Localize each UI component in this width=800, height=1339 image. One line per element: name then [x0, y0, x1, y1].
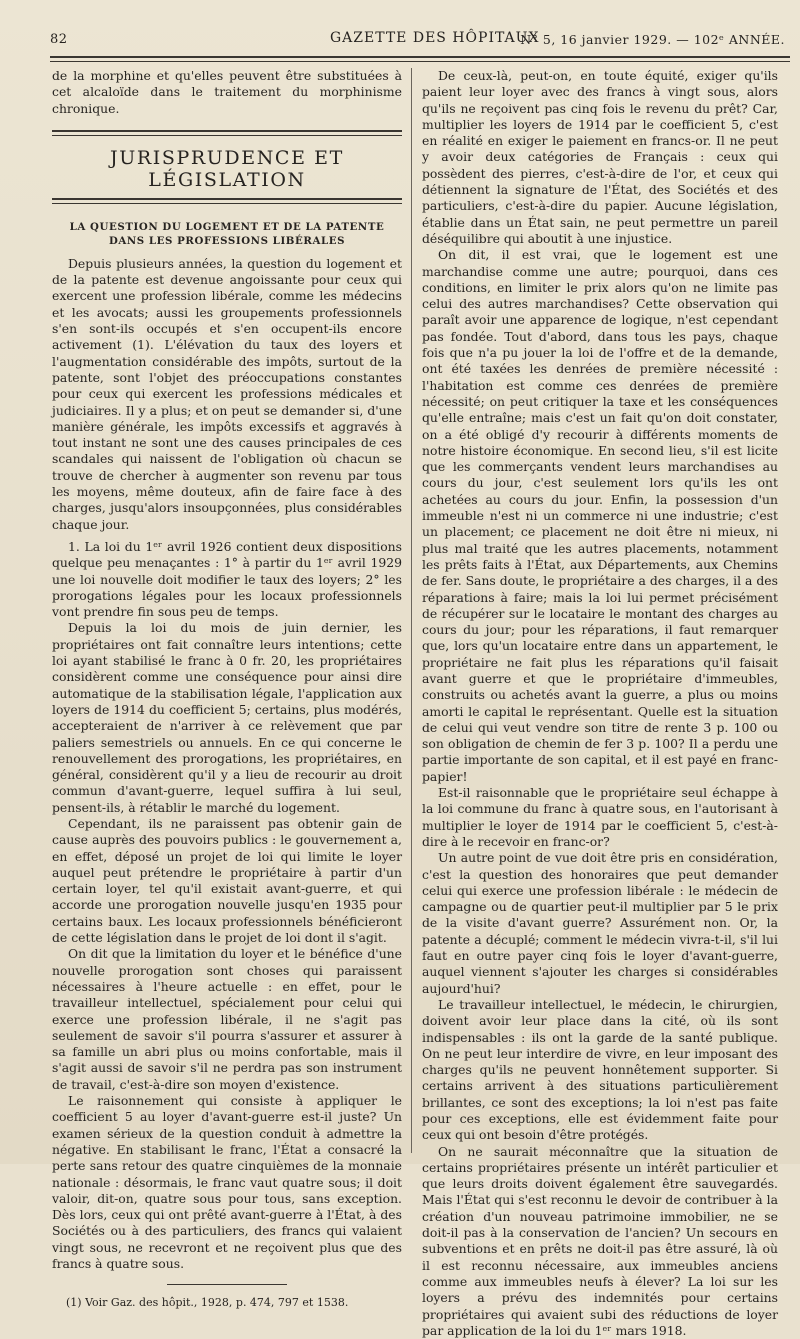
page-header — [50, 28, 785, 50]
article-subheading: LA QUESTION DU LOGEMENT ET DE LA PATENTE DANS LES PROFESSIONS LIBÉRALES — [69, 220, 385, 247]
header-rule — [50, 56, 790, 62]
left-paragraph: Depuis plusieurs années, la question du logement et de la patente est devenue angoissante pour ceux qui exercent une profession libérale, comme les médecins et les avocats; aussi les groupements professionnels s'en sont-ils occupés et s'en occupent-ils encore activement (1). L'élévation du taux des loyers et l'augmentation considérable des impôts, surtout de la patente, sont l'objet des préoccupations constantes pour ceux qui exercent les professions médicales et judiciaires. Il y a plus; et on peut se demander si, d'une manière générale, les impôts excessifs et aggravés à tout instant ne sont une des causes principales de ces scandales qui naissent de l'obligation où chacun se trouve de chercher à augmenter son revenu par tous les moyens, même douteux, afin de faire face à des charges, jusqu'alors insoupçonnées, plus considérables chaque jour. — [52, 255, 402, 532]
right-paragraph: Un autre point de vue doit être pris en considération, c'est la question des honoraires que peut demander celui qui exerce une profession libérale : le médecin de campagne ou de quartier peut-il multiplier par 5 le prix de la visite d'avant guerre? Assurément non. Or, la patente a décuplé; comment le médecin vivra-t-il, s'il lui faut en outre payer cinq fois le loyer d'avant-guerre, auquel viennent s'ajouter les charges si considérables aujourd'hui? — [422, 850, 778, 996]
right-column — [422, 68, 778, 1338]
right-paragraph: On ne saurait méconnaître que la situation de certains propriétaires présente un intérêt particulier et que leurs droits doivent également être sauvegardés. Mais l'État qui s'est reconnu le devoir de contribuer à la création d'un nouveau patrimoine immobilier, ne se doit-il pas à la conservation de l'ancien? Un secours en subventions et en prêts ne doit-il pas être assuré, là où il est reconnu nécessaire, aux immeubles anciens comme aux immeubles neufs à élever? La loi sur les loyers a prévu des indemnités pour certains propriétaires qui avaient subi des réductions de loyer par application de la loi du 1ᵉʳ mars 1918. — [422, 1143, 778, 1338]
footnote: (1) Voir Gaz. des hôpit., 1928, p. 474, 797 et 1538. — [66, 1296, 349, 1310]
issue-info: N° 5, 16 janvier 1929. — 102ᵉ ANNÉE. — [520, 32, 785, 47]
footnote-rule — [167, 1284, 287, 1285]
section-rule-bottom — [52, 198, 402, 204]
left-paragraph: Cependant, ils ne paraissent pas obtenir gain de cause auprès des pouvoirs publics : le gouvernement a, en effet, déposé un projet de loi qui limite le loyer auquel peut prétendre le propriétaire à partir d'un certain loyer, tel qu'il existait avant-guerre, et qui accorde une prorogation nouvelle jusqu'en 1935 pour certains baux. Les locaux professionnels bénéficieront de cette législation dans le projet de loi dont il s'agit. — [52, 815, 402, 946]
right-paragraph: Est-il raisonnable que le propriétaire seul échappe à la loi commune du franc à quatre sous, en l'autorisant à multiplier le loyer de 1914 par le coefficient 5, c'est-à-dire à le recevoir en franc-or? — [422, 785, 778, 849]
right-paragraph: On dit, il est vrai, que le logement est une marchandise comme une autre; pourquoi, dans ces conditions, en limiter le prix alors qu'on ne limite pas celui des autres marchandises? Cette observation qui paraît avoir une apparence de logique, n'est cependant pas fondée. Tout d'abord, dans tous les pays, chaque fois que n'a pu jouer la loi de l'offre et de la demande, ont été taxées les denrées de première nécessité : l'habitation est comme ces denrées de première nécessité; on peut critiquer la taxe et les conséquences qu'elle entraîne; mais c'est un fait qu'on doit constater, on a été obligé d'y recourir à différents moments de notre histoire économique. En second lieu, s'il est licite que les commerçants vendent leurs marchandises au cours du jour, c'est seulement lors qu'ils les ont achetées au cours du jour. Enfin, la possession d'un immeuble n'est ni un commerce ni une industrie; c'est un placement; ce placement ne doit être ni mieux, ni plus mal traité que les autres placements, notamment les prêts faits à l'État, aux Départements, aux Chemins de fer. Sans doute, le propriétaire a des charges, il a des réparations à faire; mais la loi lui permet précisément de récupérer sur le locataire le montant des charges au cours du jour; pour les réparations, il faut remarquer que, lors qu'un locataire entre dans un appartement, le propriétaire ne fait plus les réparations qu'il faisait avant guerre et que le propriétaire d'immeubles, construits ou achetés avant la guerre, a plus ou moins amorti le capital le représentant. Quelle est la situation de celui qui veut vendre son titre de rente 3 p. 100 ou son obligation de chemin de fer 3 p. 100? Il a perdu une partie importante de son capital, et il est payé en franc-papier! — [422, 247, 778, 784]
left-paragraph: 1. La loi du 1ᵉʳ avril 1926 contient deux dispositions quelque peu menaçantes : 1° à partir du 1ᵉʳ avril 1929 une loi nouvelle doit modifier le taux des loyers; 2° les prorogations légales pour les locaux professionnels vont prendre fin sous peu de temps. — [52, 538, 402, 620]
left-column — [52, 68, 402, 1310]
right-paragraph: Le travailleur intellectuel, le médecin, le chirurgien, doivent avoir leur place dans la cité, où ils sont indispensables : ils ont la garde de la santé publique. On ne peut leur interdire de vivre, en leur imposant des charges qu'ils ne peuvent honnêtement supporter. Si certains arrivent à des situations particulièrement brillantes, ce sont des exceptions; la loi n'est pas faite pour ces exceptions, elle est évidemment faite pour ceux qui ont besoin d'être protégés. — [422, 996, 778, 1143]
page-number: 82 — [50, 32, 68, 47]
left-paragraph: On dit que la limitation du loyer et le bénéfice d'une nouvelle prorogation sont choses qui paraissent nécessaires à l'heure actuelle : en effet, pour le travailleur intellectuel, spécialement pour celui qui exerce une profession libérale, il ne s'agit pas seulement de savoir s'il pourra s'assurer et assurer à sa famille un abri plus ou moins confortable, mais il s'agit aussi de savoir s'il ne perdra pas son instrument de travail, c'est-à-dire son moyen d'existence. — [52, 946, 402, 1092]
column-separator — [411, 68, 412, 1153]
section-rule-top — [52, 130, 402, 136]
right-paragraph: De ceux-là, peut-on, en toute équité, exiger qu'ils paient leur loyer avec des francs à vingt sous, alors qu'ils ne reçoivent pas cinq fois le revenu du prêt? Car, multiplier les loyers de 1914 par le coefficient 5, c'est en réalité en exiger le paiement en francs-or. Il ne peut y avoir deux catégories de Français : ceux qui possèdent des pierres, c'est-à-dire de l'or, et ceux qui détiennent la signature de l'État, des Sociétés et des particuliers, c'est-à-dire du papier. Aucune législation, établie dans un État sain, ne peut permettre un pareil déséquilibre qui aboutit à une injustice. — [422, 68, 778, 246]
left-paragraph: Depuis la loi du mois de juin dernier, les propriétaires ont fait connaître leurs intentions; cette loi ayant stabilisé le franc à 0 fr. 20, les propriétaires considèrent comme une conséquence pour ainsi dire automatique de la stabilisation légale, l'application aux loyers de 1914 du coefficient 5; certains, plus modérés, accepteraient de n'arriver à ce relèvement que par paliers semestriels ou annuels. En ce qui concerne le renouvellement des prorogations, les propriétaires, en général, considèrent qu'il y a lieu de recourir au droit commun d'avant-guerre, lequel suffira à lui seul, pensent-ils, à rétablir le marché du logement. — [52, 620, 402, 815]
section-title: JURISPRUDENCE ET LÉGISLATION — [110, 146, 344, 191]
journal-title: GAZETTE DES HÔPITAUX — [330, 30, 540, 46]
intro-paragraph: de la morphine et qu'elles peuvent être substituées à cet alcaloïde dans le traitement du morphinisme chronique. — [52, 68, 402, 116]
left-paragraph: Le raisonnement qui consiste à appliquer le coefficient 5 au loyer d'avant-guerre est-il juste? Un examen sérieux de la question conduit à admettre la négative. En stabilisant le franc, l'État a consacré la perte sans retour des quatre cinquièmes de la monnaie nationale : désormais, le franc vaut quatre sous; il doit valoir, dit-on, quatre sous pour tous, sans exception. Dès lors, ceux qui ont prêté avant-guerre à l'État, à des Sociétés ou à des particuliers, des francs qui valaient vingt sous, ne recevront et ne reçoivent plus que des francs à quatre sous. — [52, 1093, 402, 1271]
